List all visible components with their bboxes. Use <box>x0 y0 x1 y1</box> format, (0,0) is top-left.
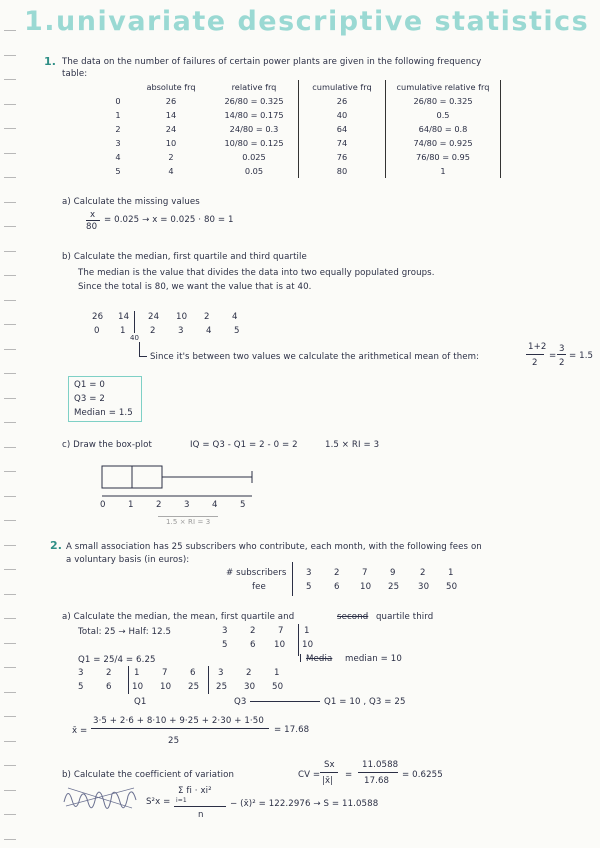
cv-denominator: |x̄| <box>322 776 334 786</box>
subscribers-value: 7 <box>362 568 368 578</box>
box-plot-tick: 5 <box>240 500 246 510</box>
arrow-stem <box>139 342 140 356</box>
mean-symbol: x̄ = <box>72 726 88 736</box>
margin-mark <box>4 226 16 227</box>
fraction-bar <box>320 772 338 773</box>
margin-mark <box>4 275 16 276</box>
subscribers-value: 6 <box>190 668 196 678</box>
subscribers-value: 7 <box>162 668 168 678</box>
subscribers-label: # subscribers <box>226 568 287 578</box>
relative-frequency: 10/80 = 0.125 <box>224 138 284 148</box>
fee-value: 25 <box>388 582 400 592</box>
data-value: 1 <box>120 326 126 336</box>
absolute-frequency: 4 <box>168 166 174 176</box>
ex1-c-iqr: IQ = Q3 - Q1 = 2 - 0 = 2 <box>190 440 298 450</box>
subscribers-value: 3 <box>306 568 312 578</box>
fee-value: 50 <box>446 582 458 592</box>
arrow-line <box>250 701 320 702</box>
margin-mark <box>4 814 16 815</box>
fee-value: 10 <box>360 582 372 592</box>
absolute-frequency: 10 <box>165 138 177 148</box>
fence-bracket <box>158 516 218 517</box>
ex2-b-label: b) Calculate the coefficient of variation <box>62 770 235 780</box>
margin-mark <box>4 373 16 374</box>
ex1-b-mark: 40 <box>130 334 140 342</box>
margin-mark <box>4 545 16 546</box>
ex2-a-quartile-results: Q1 = 10 , Q3 = 25 <box>324 697 406 707</box>
variance-numerator: Σ fi · xi² <box>178 786 212 796</box>
cumulative-frequency: 26 <box>299 94 386 108</box>
ex2-a-q1-calc: Q1 = 25/4 = 6.25 <box>78 655 156 665</box>
fraction-bar <box>358 772 398 773</box>
exercise-2-number: 2. <box>50 539 63 552</box>
subscribers-value: 9 <box>390 568 396 578</box>
ex1-b-mean-numerator: 1+2 <box>528 342 547 352</box>
exercise-1-statement: The data on the number of failures of certain power plants are given in the following frequency <box>62 57 482 67</box>
arrow-head <box>139 356 147 357</box>
margin-mark <box>4 104 16 105</box>
variance-denominator: n <box>198 810 204 820</box>
exercise-1-number: 1. <box>44 55 57 68</box>
mean-numerator: 3·5 + 2·6 + 8·10 + 9·25 + 2·30 + 1·50 <box>93 716 264 726</box>
data-value: 0 <box>94 326 100 336</box>
ex1-b-label: b) Calculate the median, first quartile and third quartile <box>62 252 307 262</box>
fee-value: 5 <box>306 582 312 592</box>
margin-mark <box>4 202 16 203</box>
ex1-b-mean-result: = 1.5 <box>569 351 594 361</box>
subscribers-value: 2 <box>334 568 340 578</box>
box-plot-tick: 1 <box>128 500 134 510</box>
mini-fee-value: 6 <box>250 640 256 650</box>
cv-denominator-2: 17.68 <box>364 776 390 786</box>
ex2-a-median-struck: Media <box>306 654 333 664</box>
box-plot-tick: 4 <box>212 500 218 510</box>
cv-numerator: Sx <box>324 760 335 770</box>
frequency-value: 24 <box>148 312 160 322</box>
mini-fee-value: 5 <box>222 640 228 650</box>
ex1-c-label: c) Draw the box-plot <box>62 440 152 450</box>
subscribers-value: 3 <box>218 668 224 678</box>
margin-mark <box>4 422 16 423</box>
ex1-a-fraction-numerator: x <box>90 210 96 220</box>
variance-rest: − (x̄)² = 122.2976 → S = 11.0588 <box>230 799 379 809</box>
data-value: 4 <box>206 326 212 336</box>
margin-mark <box>4 251 16 252</box>
split-line <box>134 311 135 333</box>
ex1-a-label: a) Calculate the missing values <box>62 197 200 207</box>
split-line <box>298 624 299 656</box>
data-value: 2 <box>150 326 156 336</box>
ex2-a-q3-mark: Q3 <box>234 697 247 707</box>
subscribers-value: 1 <box>274 668 280 678</box>
frequency-table <box>104 80 501 178</box>
cumulative-relative-frequency: 26/80 = 0.325 <box>386 94 501 108</box>
split-line <box>128 666 129 694</box>
margin-mark <box>4 716 16 717</box>
mini-subscribers-value: 1 <box>304 626 310 636</box>
box-plot-tick: 0 <box>100 500 106 510</box>
fee-value: 50 <box>272 682 284 692</box>
fee-value: 6 <box>106 682 112 692</box>
cv-symbol: CV = <box>298 770 321 780</box>
margin-mark <box>4 471 16 472</box>
exercise-1-statement-2: table: <box>62 69 88 79</box>
cumulative-frequency: 74 <box>299 136 386 150</box>
margin-mark <box>4 618 16 619</box>
q1-result: Q1 = 0 <box>74 380 105 390</box>
row-value: 1 <box>115 110 121 120</box>
fraction-bar <box>174 806 226 807</box>
mini-fee-value: 10 <box>274 640 286 650</box>
relative-frequency: 0.025 <box>242 152 266 162</box>
ex1-b-mean-denominator-2: 2 <box>559 358 565 368</box>
q3-result: Q3 = 2 <box>74 394 105 404</box>
median-result: Median = 1.5 <box>74 408 133 418</box>
subscribers-value: 2 <box>420 568 426 578</box>
fraction-bar <box>91 728 269 729</box>
relative-frequency: 26/80 = 0.325 <box>224 96 284 106</box>
margin-mark <box>4 324 16 325</box>
margin-mark <box>4 520 16 521</box>
mini-subscribers-value: 3 <box>222 626 228 636</box>
margin-mark <box>4 349 16 350</box>
margin-mark <box>4 496 16 497</box>
row-value: 5 <box>115 166 121 176</box>
cumulative-relative-frequency: 76/80 = 0.95 <box>386 150 501 164</box>
frequency-table-header <box>104 80 501 94</box>
cv-result: = 0.6255 <box>402 770 443 780</box>
relative-frequency: 0.05 <box>244 166 264 176</box>
frequency-table-row <box>104 94 501 108</box>
cumulative-relative-frequency: 0.5 <box>386 108 501 122</box>
row-value: 3 <box>115 138 121 148</box>
fraction-bar <box>557 354 566 355</box>
margin-mark <box>4 692 16 693</box>
frequency-value: 4 <box>232 312 238 322</box>
equals-sign: = <box>549 351 557 361</box>
row-value: 0 <box>115 96 121 106</box>
mean-denominator: 25 <box>168 736 180 746</box>
mini-subscribers-value: 2 <box>250 626 256 636</box>
margin-mark <box>4 569 16 570</box>
absolute-frequency: 2 <box>168 152 174 162</box>
fee-value: 25 <box>188 682 200 692</box>
ex2-a-total: Total: 25 → Half: 12.5 <box>78 627 172 637</box>
absolute-frequency: 24 <box>165 124 177 134</box>
fee-value: 6 <box>334 582 340 592</box>
box-plot-tick: 2 <box>156 500 162 510</box>
box-plot-tick: 3 <box>184 500 190 510</box>
relative-frequency: 24/80 = 0.3 <box>229 124 279 134</box>
cumulative-frequency: 40 <box>299 108 386 122</box>
page-title: 1.univariate descriptive statistics <box>24 6 590 37</box>
header-absolute: absolute frq <box>146 82 196 92</box>
frequency-table-row <box>104 122 501 136</box>
split-line <box>208 666 209 694</box>
subscribers-value: 3 <box>78 668 84 678</box>
equals-sign: = <box>345 770 353 780</box>
ex1-b-since: Since it's between two values we calculate the arithmetical mean of them: <box>150 352 480 362</box>
subscribers-value: 2 <box>246 668 252 678</box>
mini-subscribers-value: 7 <box>278 626 284 636</box>
frequency-table-row <box>104 108 501 122</box>
exercise-2-statement: A small association has 25 subscribers who contribute, each month, with the following fees on <box>66 542 482 552</box>
header-cumulative-relative: cumulative relative frq <box>386 80 501 94</box>
frequency-table-row <box>104 164 501 178</box>
header-cumulative: cumulative frq <box>299 80 386 94</box>
cv-numerator-2: 11.0588 <box>362 760 399 770</box>
margin-mark <box>4 398 16 399</box>
frequency-table-row <box>104 150 501 164</box>
fee-table-divider <box>292 562 293 596</box>
data-value: 3 <box>178 326 184 336</box>
margin-mark <box>4 79 16 80</box>
scribble-mark <box>62 782 140 812</box>
cumulative-relative-frequency: 74/80 = 0.925 <box>386 136 501 150</box>
cumulative-frequency: 64 <box>299 122 386 136</box>
margin-mark <box>4 839 16 840</box>
margin-mark <box>4 643 16 644</box>
fee-label: fee <box>252 582 266 592</box>
ex1-b-mean-denominator: 2 <box>532 358 538 368</box>
ex2-a-label-2: quartile third <box>376 612 434 622</box>
header-relative: relative frq <box>231 82 277 92</box>
fee-value: 30 <box>244 682 256 692</box>
ex1-a-fraction-denominator: 80 <box>86 222 98 232</box>
variance-symbol: S²x = <box>146 797 171 807</box>
cumulative-frequency: 76 <box>299 150 386 164</box>
arrow-stem <box>300 654 301 662</box>
fee-value: 5 <box>78 682 84 692</box>
absolute-frequency: 14 <box>165 110 177 120</box>
fee-value: 25 <box>216 682 228 692</box>
cumulative-frequency: 80 <box>299 164 386 178</box>
fraction-bar <box>526 354 544 355</box>
ex2-a-label: a) Calculate the median, the mean, first quartile and <box>62 612 295 622</box>
ex1-b-mean-numerator-2: 3 <box>559 344 565 354</box>
frequency-value: 26 <box>92 312 104 322</box>
box-plot <box>90 460 270 520</box>
data-value: 5 <box>234 326 240 336</box>
ex2-a-q1-mark: Q1 <box>134 697 147 707</box>
mean-result: = 17.68 <box>274 725 310 735</box>
cumulative-relative-frequency: 1 <box>386 164 501 178</box>
margin-mark <box>4 790 16 791</box>
ex1-c-under: 1.5 × RI = 3 <box>166 518 211 526</box>
subscribers-value: 1 <box>134 668 140 678</box>
absolute-frequency: 26 <box>165 96 177 106</box>
ex1-b-text-2: Since the total is 80, we want the value that is at 40. <box>78 282 312 292</box>
relative-frequency: 14/80 = 0.175 <box>224 110 284 120</box>
margin-mark <box>4 447 16 448</box>
margin-mark <box>4 741 16 742</box>
margin-mark <box>4 177 16 178</box>
fee-value: 30 <box>418 582 430 592</box>
subscribers-value: 2 <box>106 668 112 678</box>
cumulative-relative-frequency: 64/80 = 0.8 <box>386 122 501 136</box>
frequency-value: 10 <box>176 312 188 322</box>
row-value: 2 <box>115 124 121 134</box>
ex2-a-median: median = 10 <box>345 654 402 664</box>
variance-sum-index: i=1 <box>176 797 187 804</box>
ex1-b-text-1: The median is the value that divides the data into two equally populated groups. <box>78 268 435 278</box>
exercise-2-statement-2: a voluntary basis (in euros): <box>66 555 190 565</box>
mini-fee-value: 10 <box>302 640 314 650</box>
margin-mark <box>4 30 16 31</box>
frequency-value: 14 <box>118 312 130 322</box>
margin-mark <box>4 55 16 56</box>
row-value: 4 <box>115 152 121 162</box>
ex1-a-equation: = 0.025 → x = 0.025 · 80 = 1 <box>104 215 234 225</box>
margin-mark <box>4 300 16 301</box>
fee-value: 10 <box>132 682 144 692</box>
margin-mark <box>4 594 16 595</box>
margin-mark <box>4 667 16 668</box>
ex2-a-struck: second <box>337 612 369 622</box>
ex1-c-fence: 1.5 × RI = 3 <box>325 440 380 450</box>
margin-mark <box>4 128 16 129</box>
scribble-cross <box>66 788 134 808</box>
frequency-value: 2 <box>204 312 210 322</box>
fraction-bar <box>86 220 100 221</box>
frequency-table-row <box>104 136 501 150</box>
subscribers-value: 1 <box>448 568 454 578</box>
fee-value: 10 <box>160 682 172 692</box>
margin-mark <box>4 153 16 154</box>
margin-mark <box>4 765 16 766</box>
